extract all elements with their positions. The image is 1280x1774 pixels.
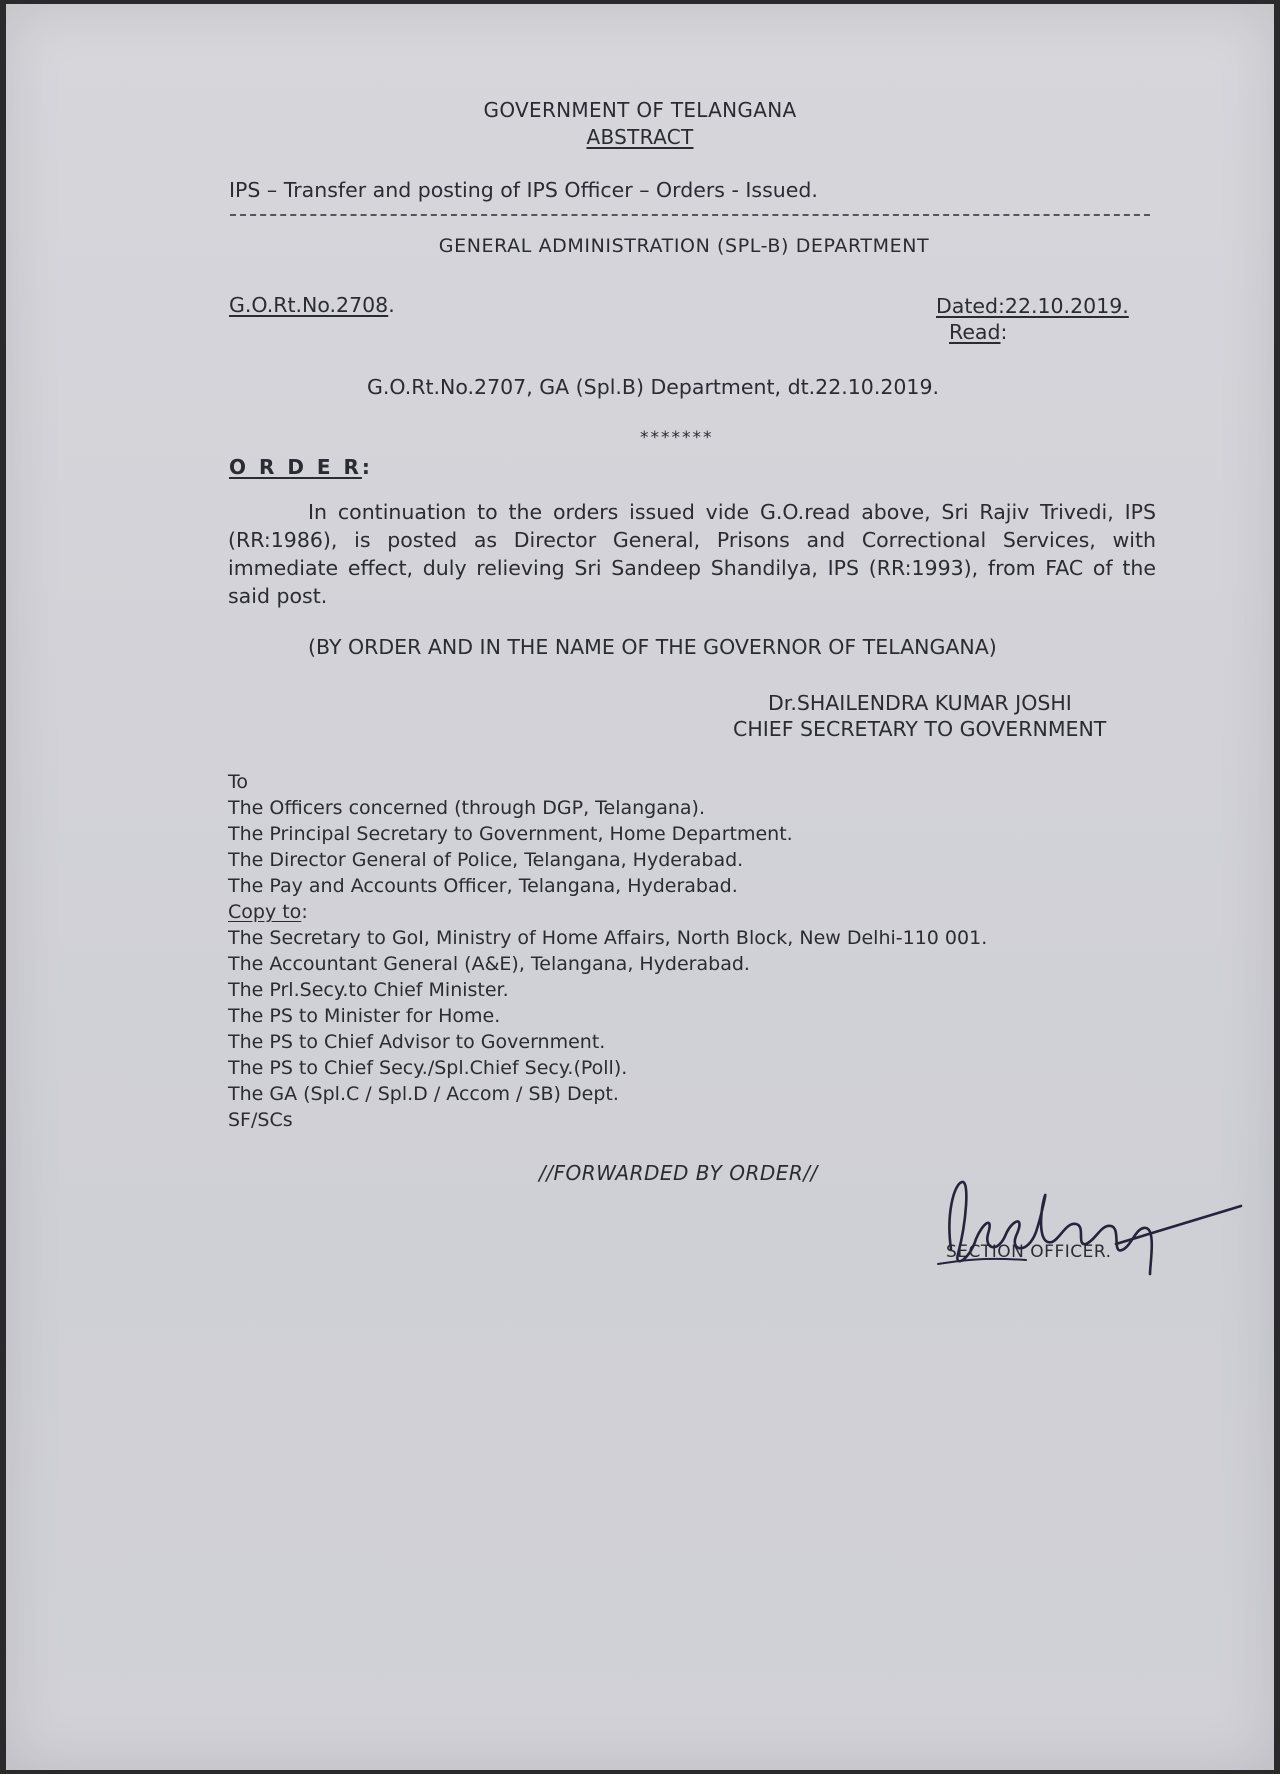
section-officer-label: SECTION OFFICER. [946, 1242, 1112, 1262]
copy-item: The GA (Spl.C / Spl.D / Accom / SB) Dept. [228, 1083, 619, 1105]
to-item: The Principal Secretary to Government, Home Department. [228, 823, 793, 845]
signatory-title: CHIEF SECRETARY TO GOVERNMENT [733, 717, 1107, 741]
to-item: The Officers concerned (through DGP, Telangana). [228, 797, 706, 819]
file-reference: SF/SCs [228, 1109, 293, 1131]
dashed-divider [230, 214, 1150, 216]
read-label: Read [949, 320, 1001, 344]
copy-item: The Prl.Secy.to Chief Minister. [228, 979, 509, 1001]
governor-line: (BY ORDER AND IN THE NAME OF THE GOVERNOR OF TELANGANA) [308, 635, 997, 659]
dated-line: Dated:22.10.2019. [936, 294, 1129, 318]
abstract-heading: ABSTRACT [586, 125, 694, 149]
government-heading: GOVERNMENT OF TELANGANA [483, 98, 797, 122]
copy-item: The Accountant General (A&E), Telangana, Hyderabad. [228, 953, 750, 975]
to-label: To [228, 771, 249, 793]
department-heading: GENERAL ADMINISTRATION (SPL-B) DEPARTMENT [438, 235, 930, 257]
signatory-name: Dr.SHAILENDRA KUMAR JOSHI [768, 691, 1072, 715]
order-label: O R D E R [229, 455, 362, 479]
to-item: The Pay and Accounts Officer, Telangana, Hyderabad. [228, 875, 738, 897]
go-number: G.O.Rt.No.2708 [229, 293, 389, 317]
subject-line: IPS – Transfer and posting of IPS Officer – Orders - Issued. [229, 178, 818, 202]
copy-to-label: Copy to [228, 901, 302, 923]
order-paragraph: In continuation to the orders issued vide G.O.read above, Sri Rajiv Trivedi, IPS (RR:1986), is posted as Director General, Prisons and Correctional Services, with immediate effect, duly relieving Sri Sandeep Shandilya, IPS (RR:1993), from FAC of the said post. [228, 500, 1156, 608]
separator-stars: ******* [640, 428, 714, 448]
to-item: The Director General of Police, Telangana, Hyderabad. [228, 849, 744, 871]
handwritten-signature [936, 1154, 1256, 1284]
forwarded-by-order: //FORWARDED BY ORDER// [539, 1161, 818, 1185]
document-page: GOVERNMENT OF TELANGANA ABSTRACT IPS – Transfer and posting of IPS Officer – Orders - Issued. GENERAL ADMINISTRATION (SPL-B) DEPARTMENT G.O.Rt.No.2708. Dated:22.10.2019. Read: G.O.Rt.No.2707, GA (Spl.B) Department, dt.22.10.2019. ******* O R D E R: In continuation to the orders issued vide G.O.read above, Sri Rajiv Trivedi, IPS (RR:1986), is posted as Director General, Prisons and Correctional Services, with immediate effect, duly relieving Sri Sandeep Shandilya, IPS (RR:1993), from FAC of the said post. (BY ORDER AND IN THE NAME OF THE GOVERNOR OF TELANGANA) Dr.SHAILENDRA KUMAR JOSHI CHIEF SECRETARY TO GOVERNMENT To The Officers concerned (through DGP, Telangana). The Principal Secretary to Government, Home Department. The Director General of Police, Telangana, Hyderabad. The Pay and Accounts Officer, Telangana, Hyderabad. Copy to: The Secretary to GoI, Ministry of Home Affairs, North Block, New Delhi-110 001. The Accountant General (A&E), Telangana, Hyderabad. The Prl.Secy.to Chief Minister. The PS to Minister for Home. The PS to Chief Advisor to Government. The PS to Chief Secy./Spl.Chief Secy.(Poll). The GA (Spl.C / Spl.D / Accom / SB) Dept. SF/SCs //FORWARDED BY ORDER// SECTION OFFICER. [6, 4, 1274, 1770]
copy-item: The PS to Chief Secy./Spl.Chief Secy.(Poll). [228, 1057, 628, 1079]
copy-item: The Secretary to GoI, Ministry of Home Affairs, North Block, New Delhi-110 001. [228, 927, 988, 949]
copy-item: The PS to Chief Advisor to Government. [228, 1031, 606, 1053]
reference-line: G.O.Rt.No.2707, GA (Spl.B) Department, dt.22.10.2019. [367, 375, 940, 399]
copy-item: The PS to Minister for Home. [228, 1005, 501, 1027]
